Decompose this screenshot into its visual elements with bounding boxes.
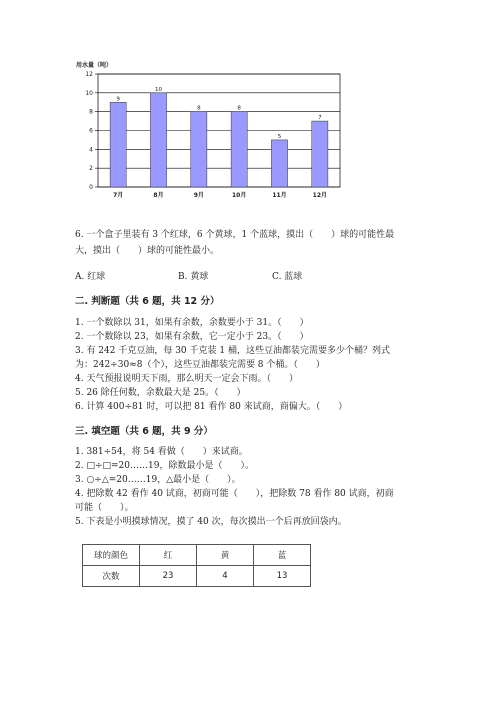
bar bbox=[110, 102, 126, 187]
bar bbox=[271, 140, 287, 187]
x-tick-label: 12月 bbox=[312, 192, 328, 199]
bar-value-label: 7 bbox=[318, 115, 322, 122]
judge-item-5: 5. 26 除任何数，余数最大是 25。（ ） bbox=[75, 388, 246, 398]
bar-value-label: 10 bbox=[155, 86, 162, 93]
bar-value-label: 8 bbox=[197, 105, 201, 112]
table-cell: 4 bbox=[197, 566, 254, 587]
judge-item-3-line2: 为：242÷30≈8（个），这些豆油都装完需要 8 个桶。（ ） bbox=[75, 360, 325, 370]
table-header-cell: 蓝 bbox=[254, 545, 311, 566]
y-tick-label: 4 bbox=[89, 146, 93, 154]
bar bbox=[150, 93, 166, 187]
fill-item-3: 3. ○÷△=20……19，△最小是（ ）。 bbox=[75, 475, 241, 485]
fill-item-2: 2. □÷□=20……19，除数最小是（ ）。 bbox=[75, 461, 254, 471]
fill-item-4-line2: 可能（ ）。 bbox=[75, 503, 134, 513]
x-tick-label: 10月 bbox=[231, 192, 247, 199]
table-cell: 23 bbox=[140, 566, 197, 587]
option-c: C. 蓝球 bbox=[272, 272, 303, 282]
y-tick-label: 0 bbox=[89, 184, 93, 191]
y-tick-label: 8 bbox=[89, 108, 93, 116]
option-b: B. 黄球 bbox=[178, 272, 209, 282]
judge-item-6: 6. 计算 400÷81 时，可以把 81 看作 80 来试商，商偏大。（ ） bbox=[75, 402, 348, 412]
y-tick-label: 2 bbox=[89, 165, 93, 173]
section-3-title: 三. 填空题（共 6 题，共 9 分） bbox=[75, 426, 213, 437]
option-a: A. 红球 bbox=[75, 272, 106, 282]
x-tick-label: 9月 bbox=[193, 192, 204, 199]
table-header-row bbox=[83, 545, 311, 566]
table-cell: 次数 bbox=[83, 566, 140, 587]
bar bbox=[231, 112, 247, 187]
table-cell: 13 bbox=[254, 566, 311, 587]
bar bbox=[191, 112, 207, 187]
judge-item-1: 1. 一个数除以 31，如果有余数，余数要小于 31。（ ） bbox=[75, 318, 309, 328]
fill-item-4-line1: 4. 把除数 42 看作 40 试商，初商可能（ ），把除数 78 看作 80 试商，初商 bbox=[75, 489, 394, 499]
fill-item-5: 5. 下表是小明摸球情况，摸了 40 次，每次摸出一个后再放回袋内。 bbox=[75, 517, 347, 527]
table-header-cell: 球的颜色 bbox=[83, 545, 140, 566]
judge-item-3-line1: 3. 有 242 千克豆油，每 30 千克装 1 桶，这些豆油都装完需要多少个桶？列式 bbox=[75, 346, 390, 356]
question-6-line1: 6. 一个盒子里装有 3 个红球，6 个黄球，1 个蓝球，摸出（ ）球的可能性最 bbox=[75, 230, 395, 240]
bar-value-label: 9 bbox=[116, 96, 120, 103]
judge-item-4: 4. 天气预报说明天下雨，那么明天一定会下雨。（ ） bbox=[75, 374, 298, 384]
judge-item-2: 2. 一个数除以 23，如果有余数，它一定小于 23。（ ） bbox=[75, 332, 309, 342]
table-header-cell: 红 bbox=[140, 545, 197, 566]
bar bbox=[312, 121, 328, 187]
bar-value-label: 8 bbox=[237, 105, 241, 112]
y-tick-label: 12 bbox=[85, 71, 93, 78]
x-tick-label: 11月 bbox=[272, 192, 287, 199]
x-tick-label: 8月 bbox=[153, 192, 164, 199]
y-tick-label: 6 bbox=[89, 127, 93, 135]
x-tick-label: 7月 bbox=[113, 192, 124, 199]
water-usage-chart bbox=[60, 58, 350, 208]
fill-item-1: 1. 381÷54，将 54 看做（ ）来试商。 bbox=[75, 447, 248, 457]
y-axis-title: 用水量（吨） bbox=[76, 62, 113, 69]
bar-value-label: 5 bbox=[277, 133, 282, 140]
question-6-line2: 大，摸出（ ）球的可能性最小。 bbox=[75, 246, 220, 256]
table-header-cell: 黄 bbox=[197, 545, 254, 566]
bar-chart-svg bbox=[60, 58, 350, 208]
section-2-title: 二. 判断题（共 6 题，共 12 分） bbox=[75, 296, 220, 307]
ball-tally-table bbox=[82, 544, 311, 587]
y-tick-label: 10 bbox=[85, 89, 93, 97]
table-row bbox=[83, 566, 311, 587]
